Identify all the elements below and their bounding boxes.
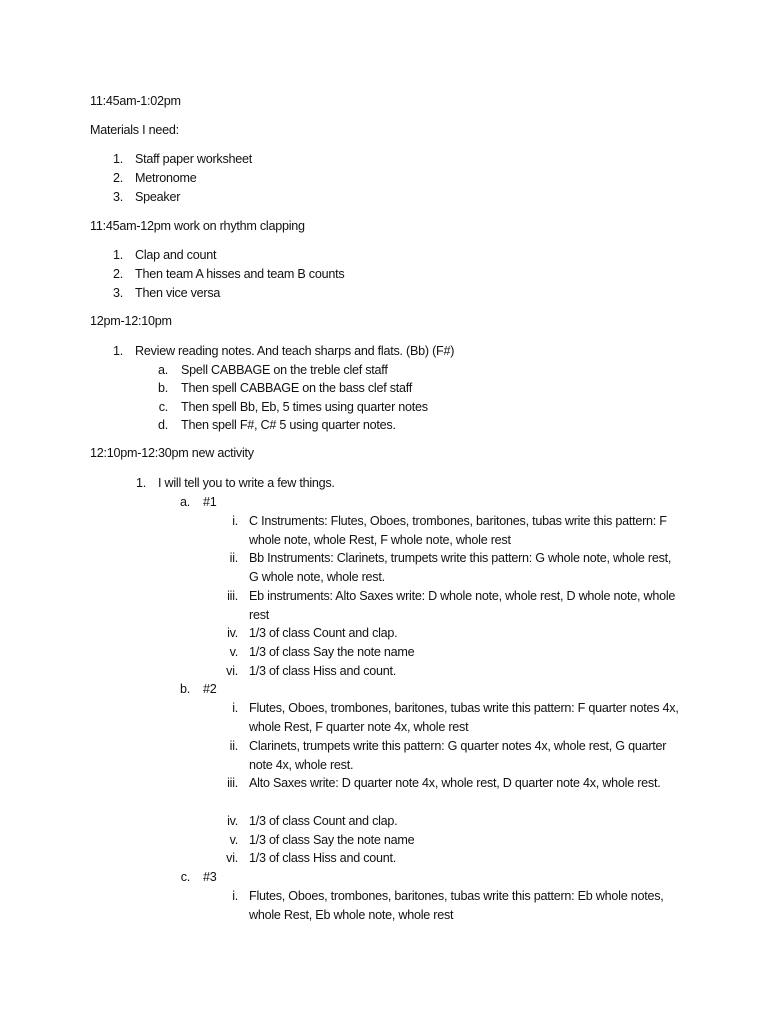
list-item: ii. bbox=[229, 739, 238, 753]
list-item: v. bbox=[229, 833, 238, 847]
list-item: d. Then spell F#, C# 5 using quarter notes. bbox=[157, 418, 396, 432]
materials-heading: Materials I need: bbox=[90, 123, 179, 137]
list-item: 2. Then team A hisses and team B counts bbox=[112, 267, 345, 281]
time-heading-4: 12:10pm-12:30pm new activity bbox=[90, 446, 254, 460]
list-item-text: Flutes, Oboes, trombones, baritones, tubas write this pattern: Eb whole notes, whole Rest, Eb whole note, whole rest bbox=[249, 889, 664, 922]
list-item-text: Clarinets, trumpets write this pattern: G quarter notes 4x, whole rest, G quarter note 4x, whole rest. bbox=[249, 739, 667, 772]
list-item: 2. Metronome bbox=[112, 171, 197, 185]
list-item-text: 1/3 of class Hiss and count. bbox=[249, 664, 397, 678]
time-heading-3: 12pm-12:10pm bbox=[90, 314, 172, 328]
list-item: 3. Then vice versa bbox=[112, 286, 221, 300]
time-heading-2: 11:45am-12pm work on rhythm clapping bbox=[90, 219, 305, 233]
list-item: v. bbox=[229, 645, 238, 659]
list-item-text: Alto Saxes write: D quarter note 4x, whole rest, D quarter note 4x, whole rest. bbox=[249, 776, 661, 790]
list-item: b. #2 bbox=[179, 682, 217, 696]
list-item: iv. bbox=[227, 814, 238, 828]
list-item-text: 1/3 of class Say the note name bbox=[249, 833, 415, 847]
list-item: a. Spell CABBAGE on the treble clef staff bbox=[157, 363, 388, 377]
list-item: iv. bbox=[227, 626, 238, 640]
list-item: i. bbox=[232, 701, 238, 715]
list-item: c. #3 bbox=[180, 870, 217, 884]
list-item-text: Flutes, Oboes, trombones, baritones, tubas write this pattern: F quarter notes 4x, whole Rest, F quarter note 4x, whole rest bbox=[249, 701, 679, 734]
list-item: i. bbox=[232, 514, 238, 528]
list-item-text: 1/3 of class Hiss and count. bbox=[249, 851, 397, 865]
list-item: vi. bbox=[226, 851, 238, 865]
list-item: b. Then spell CABBAGE on the bass clef staff bbox=[157, 381, 413, 395]
list-item: c. Then spell Bb, Eb, 5 times using quarter notes bbox=[158, 400, 428, 414]
list-item: ii. bbox=[229, 551, 238, 565]
list-item-text: Bb Instruments: Clarinets, trumpets write this pattern: G whole note, whole rest, G whole note, whole rest. bbox=[249, 551, 672, 584]
list-item-text: 1/3 of class Count and clap. bbox=[249, 626, 398, 640]
list-item: iii. bbox=[227, 776, 238, 790]
list-item: vi. bbox=[226, 664, 238, 678]
list-item: i. bbox=[232, 889, 238, 903]
list-item: 3. Speaker bbox=[112, 190, 181, 204]
list-item-text: C Instruments: Flutes, Oboes, trombones, baritones, tubas write this pattern: F whole note, whole Rest, F whole note, whole rest bbox=[249, 514, 667, 547]
list-item: 1. Clap and count bbox=[112, 248, 217, 262]
list-item-text: 1/3 of class Say the note name bbox=[249, 645, 415, 659]
time-heading-1: 11:45am-1:02pm bbox=[90, 94, 181, 108]
list-item-text: 1/3 of class Count and clap. bbox=[249, 814, 398, 828]
list-item: 1. Review reading notes. And teach sharps and flats. (Bb) (F#) bbox=[112, 344, 455, 358]
list-item: a. #1 bbox=[179, 495, 217, 509]
list-item: iii. bbox=[227, 589, 238, 603]
list-item: 1. Staff paper worksheet bbox=[112, 152, 253, 166]
list-item: 1. I will tell you to write a few things. bbox=[135, 476, 335, 490]
list-item-text: Eb instruments: Alto Saxes write: D whole note, whole rest, D whole note, whole rest bbox=[249, 589, 676, 622]
